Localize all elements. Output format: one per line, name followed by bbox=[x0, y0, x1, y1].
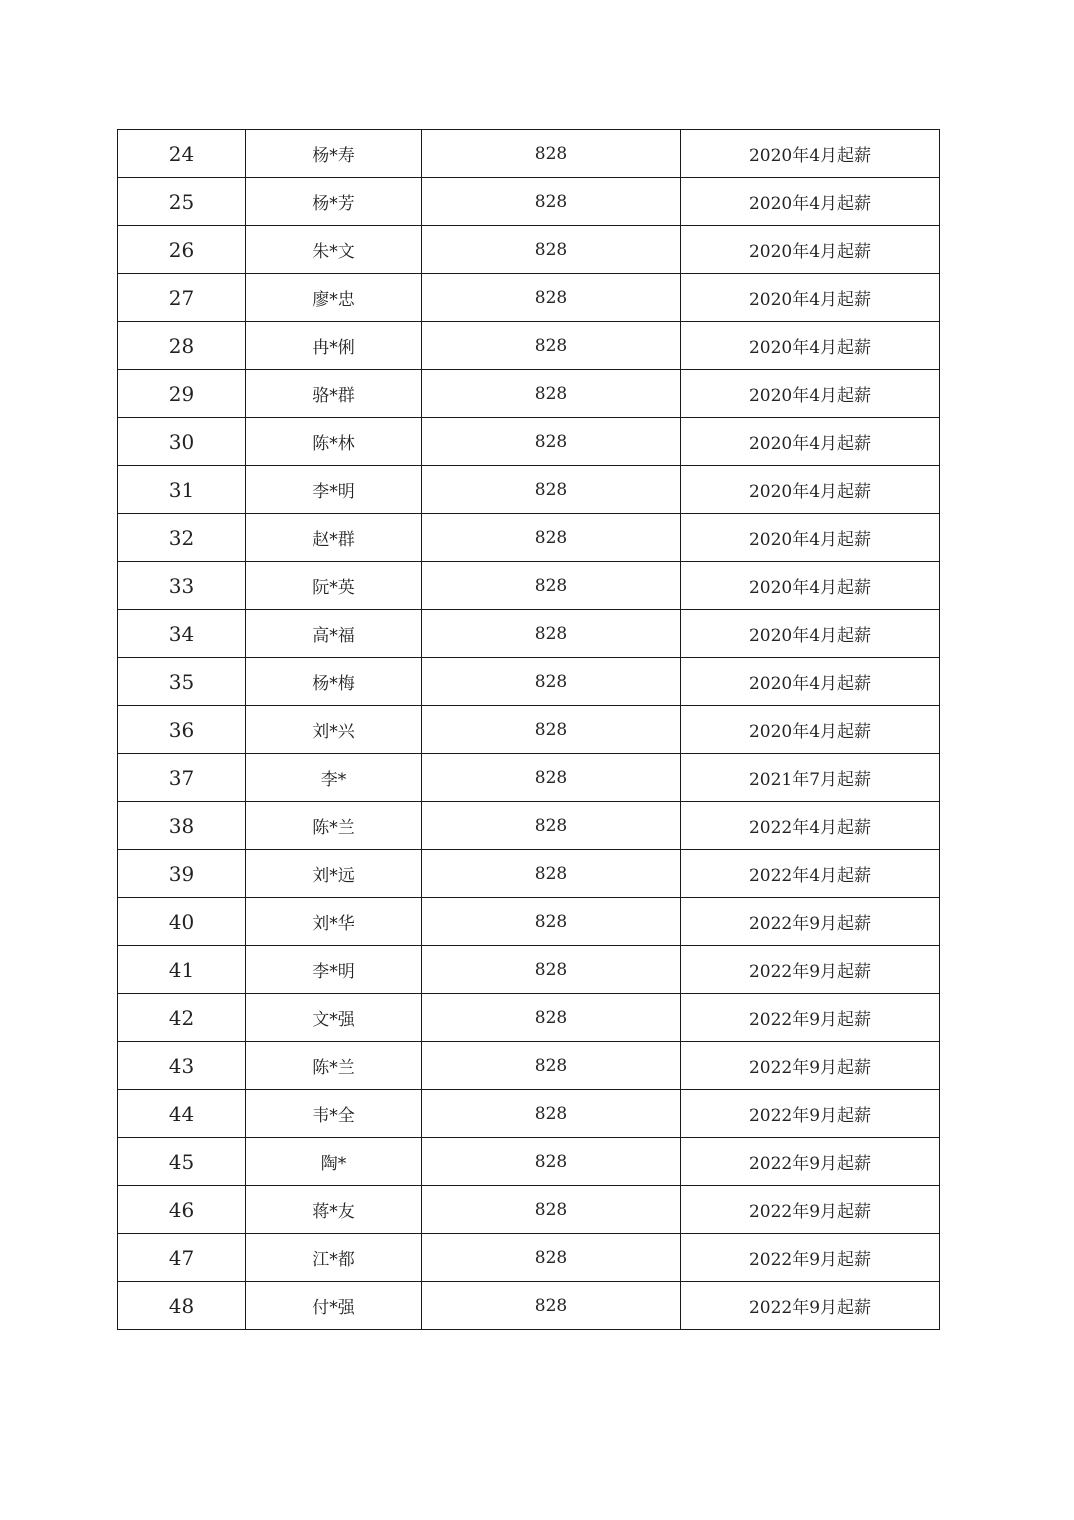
amount-cell: 828 bbox=[422, 610, 681, 658]
roster-table bbox=[117, 129, 940, 1330]
row-number-cell: 30 bbox=[118, 418, 246, 466]
row-number-cell: 26 bbox=[118, 226, 246, 274]
row-number-cell: 44 bbox=[118, 1090, 246, 1138]
table-row bbox=[118, 850, 940, 898]
name-cell: 朱*文 bbox=[246, 226, 422, 274]
name-cell: 刘*兴 bbox=[246, 706, 422, 754]
table-row bbox=[118, 1186, 940, 1234]
table-row bbox=[118, 322, 940, 370]
name-cell: 赵*群 bbox=[246, 514, 422, 562]
start-date-cell: 2020年4月起薪 bbox=[681, 226, 940, 274]
table-row bbox=[118, 1138, 940, 1186]
start-date-cell: 2022年9月起薪 bbox=[681, 1138, 940, 1186]
name-cell: 刘*华 bbox=[246, 898, 422, 946]
start-date-cell: 2020年4月起薪 bbox=[681, 706, 940, 754]
row-number-cell: 25 bbox=[118, 178, 246, 226]
start-date-cell: 2020年4月起薪 bbox=[681, 322, 940, 370]
amount-cell: 828 bbox=[422, 946, 681, 994]
amount-cell: 828 bbox=[422, 706, 681, 754]
row-number-cell: 29 bbox=[118, 370, 246, 418]
amount-cell: 828 bbox=[422, 1138, 681, 1186]
row-number-cell: 46 bbox=[118, 1186, 246, 1234]
start-date-cell: 2022年4月起薪 bbox=[681, 802, 940, 850]
start-date-cell: 2020年4月起薪 bbox=[681, 466, 940, 514]
name-cell: 李* bbox=[246, 754, 422, 802]
amount-cell: 828 bbox=[422, 418, 681, 466]
start-date-cell: 2022年9月起薪 bbox=[681, 1234, 940, 1282]
table-row bbox=[118, 946, 940, 994]
table-row bbox=[118, 370, 940, 418]
name-cell: 韦*全 bbox=[246, 1090, 422, 1138]
row-number-cell: 33 bbox=[118, 562, 246, 610]
amount-cell: 828 bbox=[422, 898, 681, 946]
name-cell: 骆*群 bbox=[246, 370, 422, 418]
start-date-cell: 2022年9月起薪 bbox=[681, 1186, 940, 1234]
row-number-cell: 36 bbox=[118, 706, 246, 754]
table-row bbox=[118, 1090, 940, 1138]
table-row bbox=[118, 514, 940, 562]
amount-cell: 828 bbox=[422, 130, 681, 178]
start-date-cell: 2022年9月起薪 bbox=[681, 1090, 940, 1138]
amount-cell: 828 bbox=[422, 802, 681, 850]
amount-cell: 828 bbox=[422, 754, 681, 802]
name-cell: 杨*寿 bbox=[246, 130, 422, 178]
start-date-cell: 2020年4月起薪 bbox=[681, 178, 940, 226]
table-row bbox=[118, 658, 940, 706]
name-cell: 高*福 bbox=[246, 610, 422, 658]
table-row bbox=[118, 610, 940, 658]
start-date-cell: 2020年4月起薪 bbox=[681, 514, 940, 562]
name-cell: 付*强 bbox=[246, 1282, 422, 1330]
amount-cell: 828 bbox=[422, 514, 681, 562]
name-cell: 李*明 bbox=[246, 946, 422, 994]
start-date-cell: 2020年4月起薪 bbox=[681, 610, 940, 658]
table-row bbox=[118, 994, 940, 1042]
start-date-cell: 2022年9月起薪 bbox=[681, 1282, 940, 1330]
row-number-cell: 45 bbox=[118, 1138, 246, 1186]
start-date-cell: 2020年4月起薪 bbox=[681, 418, 940, 466]
amount-cell: 828 bbox=[422, 850, 681, 898]
amount-cell: 828 bbox=[422, 226, 681, 274]
name-cell: 杨*芳 bbox=[246, 178, 422, 226]
table-row bbox=[118, 274, 940, 322]
table-row bbox=[118, 562, 940, 610]
start-date-cell: 2020年4月起薪 bbox=[681, 370, 940, 418]
table-row bbox=[118, 754, 940, 802]
table-row bbox=[118, 802, 940, 850]
table-row bbox=[118, 178, 940, 226]
row-number-cell: 31 bbox=[118, 466, 246, 514]
name-cell: 陶* bbox=[246, 1138, 422, 1186]
row-number-cell: 48 bbox=[118, 1282, 246, 1330]
name-cell: 李*明 bbox=[246, 466, 422, 514]
amount-cell: 828 bbox=[422, 322, 681, 370]
row-number-cell: 34 bbox=[118, 610, 246, 658]
amount-cell: 828 bbox=[422, 1042, 681, 1090]
roster-table-body bbox=[118, 130, 940, 1330]
amount-cell: 828 bbox=[422, 274, 681, 322]
name-cell: 冉*俐 bbox=[246, 322, 422, 370]
row-number-cell: 41 bbox=[118, 946, 246, 994]
row-number-cell: 35 bbox=[118, 658, 246, 706]
amount-cell: 828 bbox=[422, 994, 681, 1042]
row-number-cell: 42 bbox=[118, 994, 246, 1042]
row-number-cell: 37 bbox=[118, 754, 246, 802]
start-date-cell: 2020年4月起薪 bbox=[681, 274, 940, 322]
start-date-cell: 2022年4月起薪 bbox=[681, 850, 940, 898]
amount-cell: 828 bbox=[422, 1282, 681, 1330]
table-row bbox=[118, 706, 940, 754]
row-number-cell: 28 bbox=[118, 322, 246, 370]
name-cell: 陈*林 bbox=[246, 418, 422, 466]
start-date-cell: 2022年9月起薪 bbox=[681, 898, 940, 946]
start-date-cell: 2020年4月起薪 bbox=[681, 562, 940, 610]
amount-cell: 828 bbox=[422, 178, 681, 226]
name-cell: 阮*英 bbox=[246, 562, 422, 610]
table-row bbox=[118, 226, 940, 274]
amount-cell: 828 bbox=[422, 658, 681, 706]
start-date-cell: 2022年9月起薪 bbox=[681, 946, 940, 994]
start-date-cell: 2022年9月起薪 bbox=[681, 1042, 940, 1090]
table-row bbox=[118, 1282, 940, 1330]
row-number-cell: 32 bbox=[118, 514, 246, 562]
name-cell: 刘*远 bbox=[246, 850, 422, 898]
name-cell: 蒋*友 bbox=[246, 1186, 422, 1234]
start-date-cell: 2020年4月起薪 bbox=[681, 658, 940, 706]
name-cell: 杨*梅 bbox=[246, 658, 422, 706]
row-number-cell: 24 bbox=[118, 130, 246, 178]
table-row bbox=[118, 130, 940, 178]
name-cell: 江*都 bbox=[246, 1234, 422, 1282]
row-number-cell: 39 bbox=[118, 850, 246, 898]
amount-cell: 828 bbox=[422, 466, 681, 514]
start-date-cell: 2020年4月起薪 bbox=[681, 130, 940, 178]
row-number-cell: 38 bbox=[118, 802, 246, 850]
name-cell: 廖*忠 bbox=[246, 274, 422, 322]
row-number-cell: 40 bbox=[118, 898, 246, 946]
table-row bbox=[118, 418, 940, 466]
amount-cell: 828 bbox=[422, 1090, 681, 1138]
table-row bbox=[118, 898, 940, 946]
row-number-cell: 27 bbox=[118, 274, 246, 322]
table-row bbox=[118, 466, 940, 514]
row-number-cell: 43 bbox=[118, 1042, 246, 1090]
amount-cell: 828 bbox=[422, 562, 681, 610]
amount-cell: 828 bbox=[422, 1234, 681, 1282]
name-cell: 陈*兰 bbox=[246, 1042, 422, 1090]
start-date-cell: 2022年9月起薪 bbox=[681, 994, 940, 1042]
amount-cell: 828 bbox=[422, 1186, 681, 1234]
start-date-cell: 2021年7月起薪 bbox=[681, 754, 940, 802]
table-row bbox=[118, 1042, 940, 1090]
name-cell: 陈*兰 bbox=[246, 802, 422, 850]
amount-cell: 828 bbox=[422, 370, 681, 418]
table-row bbox=[118, 1234, 940, 1282]
name-cell: 文*强 bbox=[246, 994, 422, 1042]
row-number-cell: 47 bbox=[118, 1234, 246, 1282]
